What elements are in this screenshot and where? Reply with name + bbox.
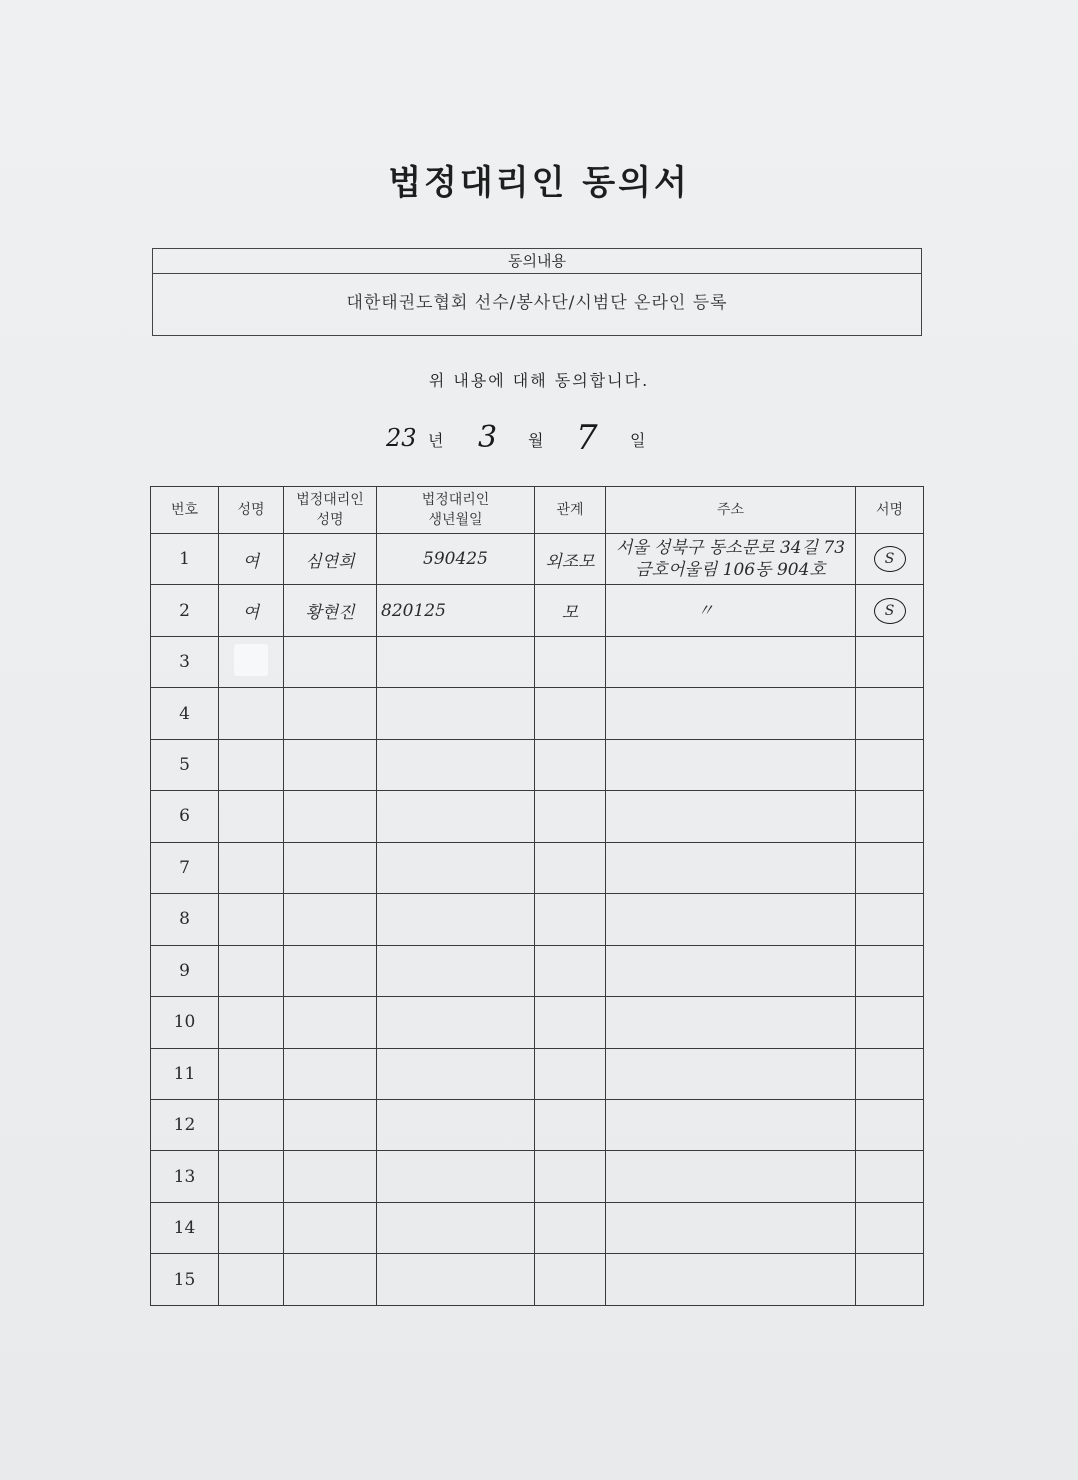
name-cell: 여 — [219, 534, 284, 585]
header-signature: 서명 — [856, 487, 924, 534]
row-number: 4 — [151, 688, 219, 739]
name-cell — [219, 636, 284, 687]
header-relation: 관계 — [535, 487, 606, 534]
signature-mark: S — [874, 546, 906, 572]
row-number: 5 — [151, 739, 219, 790]
date-month-label: 월 — [528, 431, 544, 450]
header-no: 번호 — [151, 487, 219, 534]
row-number: 6 — [151, 791, 219, 842]
header-guardian-birth: 법정대리인 생년월일 — [377, 487, 535, 534]
row-number: 10 — [151, 997, 219, 1048]
date-month-value: 3 — [478, 420, 498, 455]
header-address: 주소 — [606, 487, 856, 534]
table-row — [151, 534, 924, 585]
row-number: 2 — [151, 585, 219, 636]
consent-header: 동의내용 — [153, 249, 921, 274]
row-number: 1 — [151, 534, 219, 585]
guardian-birth-cell: 590425 — [377, 534, 535, 585]
relation-cell: 모 — [535, 585, 606, 636]
row-number: 7 — [151, 842, 219, 893]
row-number: 3 — [151, 636, 219, 687]
date-year-label: 년 — [428, 431, 444, 450]
row-number: 14 — [151, 1202, 219, 1253]
table-row — [151, 1151, 924, 1202]
date-day-label: 일 — [630, 431, 646, 450]
row-number: 9 — [151, 945, 219, 996]
table-row — [151, 1048, 924, 1099]
guardian-table — [150, 486, 924, 1306]
table-row — [151, 894, 924, 945]
consent-content-box — [152, 248, 922, 336]
row-number: 12 — [151, 1099, 219, 1150]
table-row — [151, 1254, 924, 1306]
guardian-birth-cell: 820125 — [377, 585, 535, 636]
table-row — [151, 842, 924, 893]
guardian-name-cell: 심연희 — [284, 534, 377, 585]
table-row — [151, 1202, 924, 1253]
correction-tape — [234, 644, 268, 676]
row-number: 13 — [151, 1151, 219, 1202]
row-number: 11 — [151, 1048, 219, 1099]
address-cell: 서울 성북구 동소문로 34길 73 금호어울림 106동 904호 — [606, 534, 856, 585]
row-number: 8 — [151, 894, 219, 945]
table-row — [151, 636, 924, 687]
signature-cell — [856, 585, 924, 636]
name-cell: 여 — [219, 585, 284, 636]
table-row — [151, 739, 924, 790]
signature-cell — [856, 534, 924, 585]
table-header-row — [151, 487, 924, 534]
table-row — [151, 1099, 924, 1150]
table-row — [151, 585, 924, 636]
table-row — [151, 688, 924, 739]
date-day-value: 7 — [576, 418, 598, 458]
relation-cell: 외조모 — [535, 534, 606, 585]
address-cell: 〃 — [606, 585, 856, 636]
header-guardian-name: 법정대리인 성명 — [284, 487, 377, 534]
table-row — [151, 791, 924, 842]
date-year-value: 23 — [386, 424, 417, 452]
header-name: 성명 — [219, 487, 284, 534]
table-row — [151, 945, 924, 996]
page-title: 법정대리인 동의서 — [388, 163, 690, 203]
signature-mark: S — [874, 598, 906, 624]
consent-body: 대한태권도협회 선수/봉사단/시범단 온라인 등록 — [346, 293, 728, 313]
guardian-name-cell: 황현진 — [284, 585, 377, 636]
table-row — [151, 997, 924, 1048]
agreement-statement: 위 내용에 대해 동의합니다. — [428, 371, 650, 390]
row-number: 15 — [151, 1254, 219, 1306]
date-line — [380, 418, 700, 458]
